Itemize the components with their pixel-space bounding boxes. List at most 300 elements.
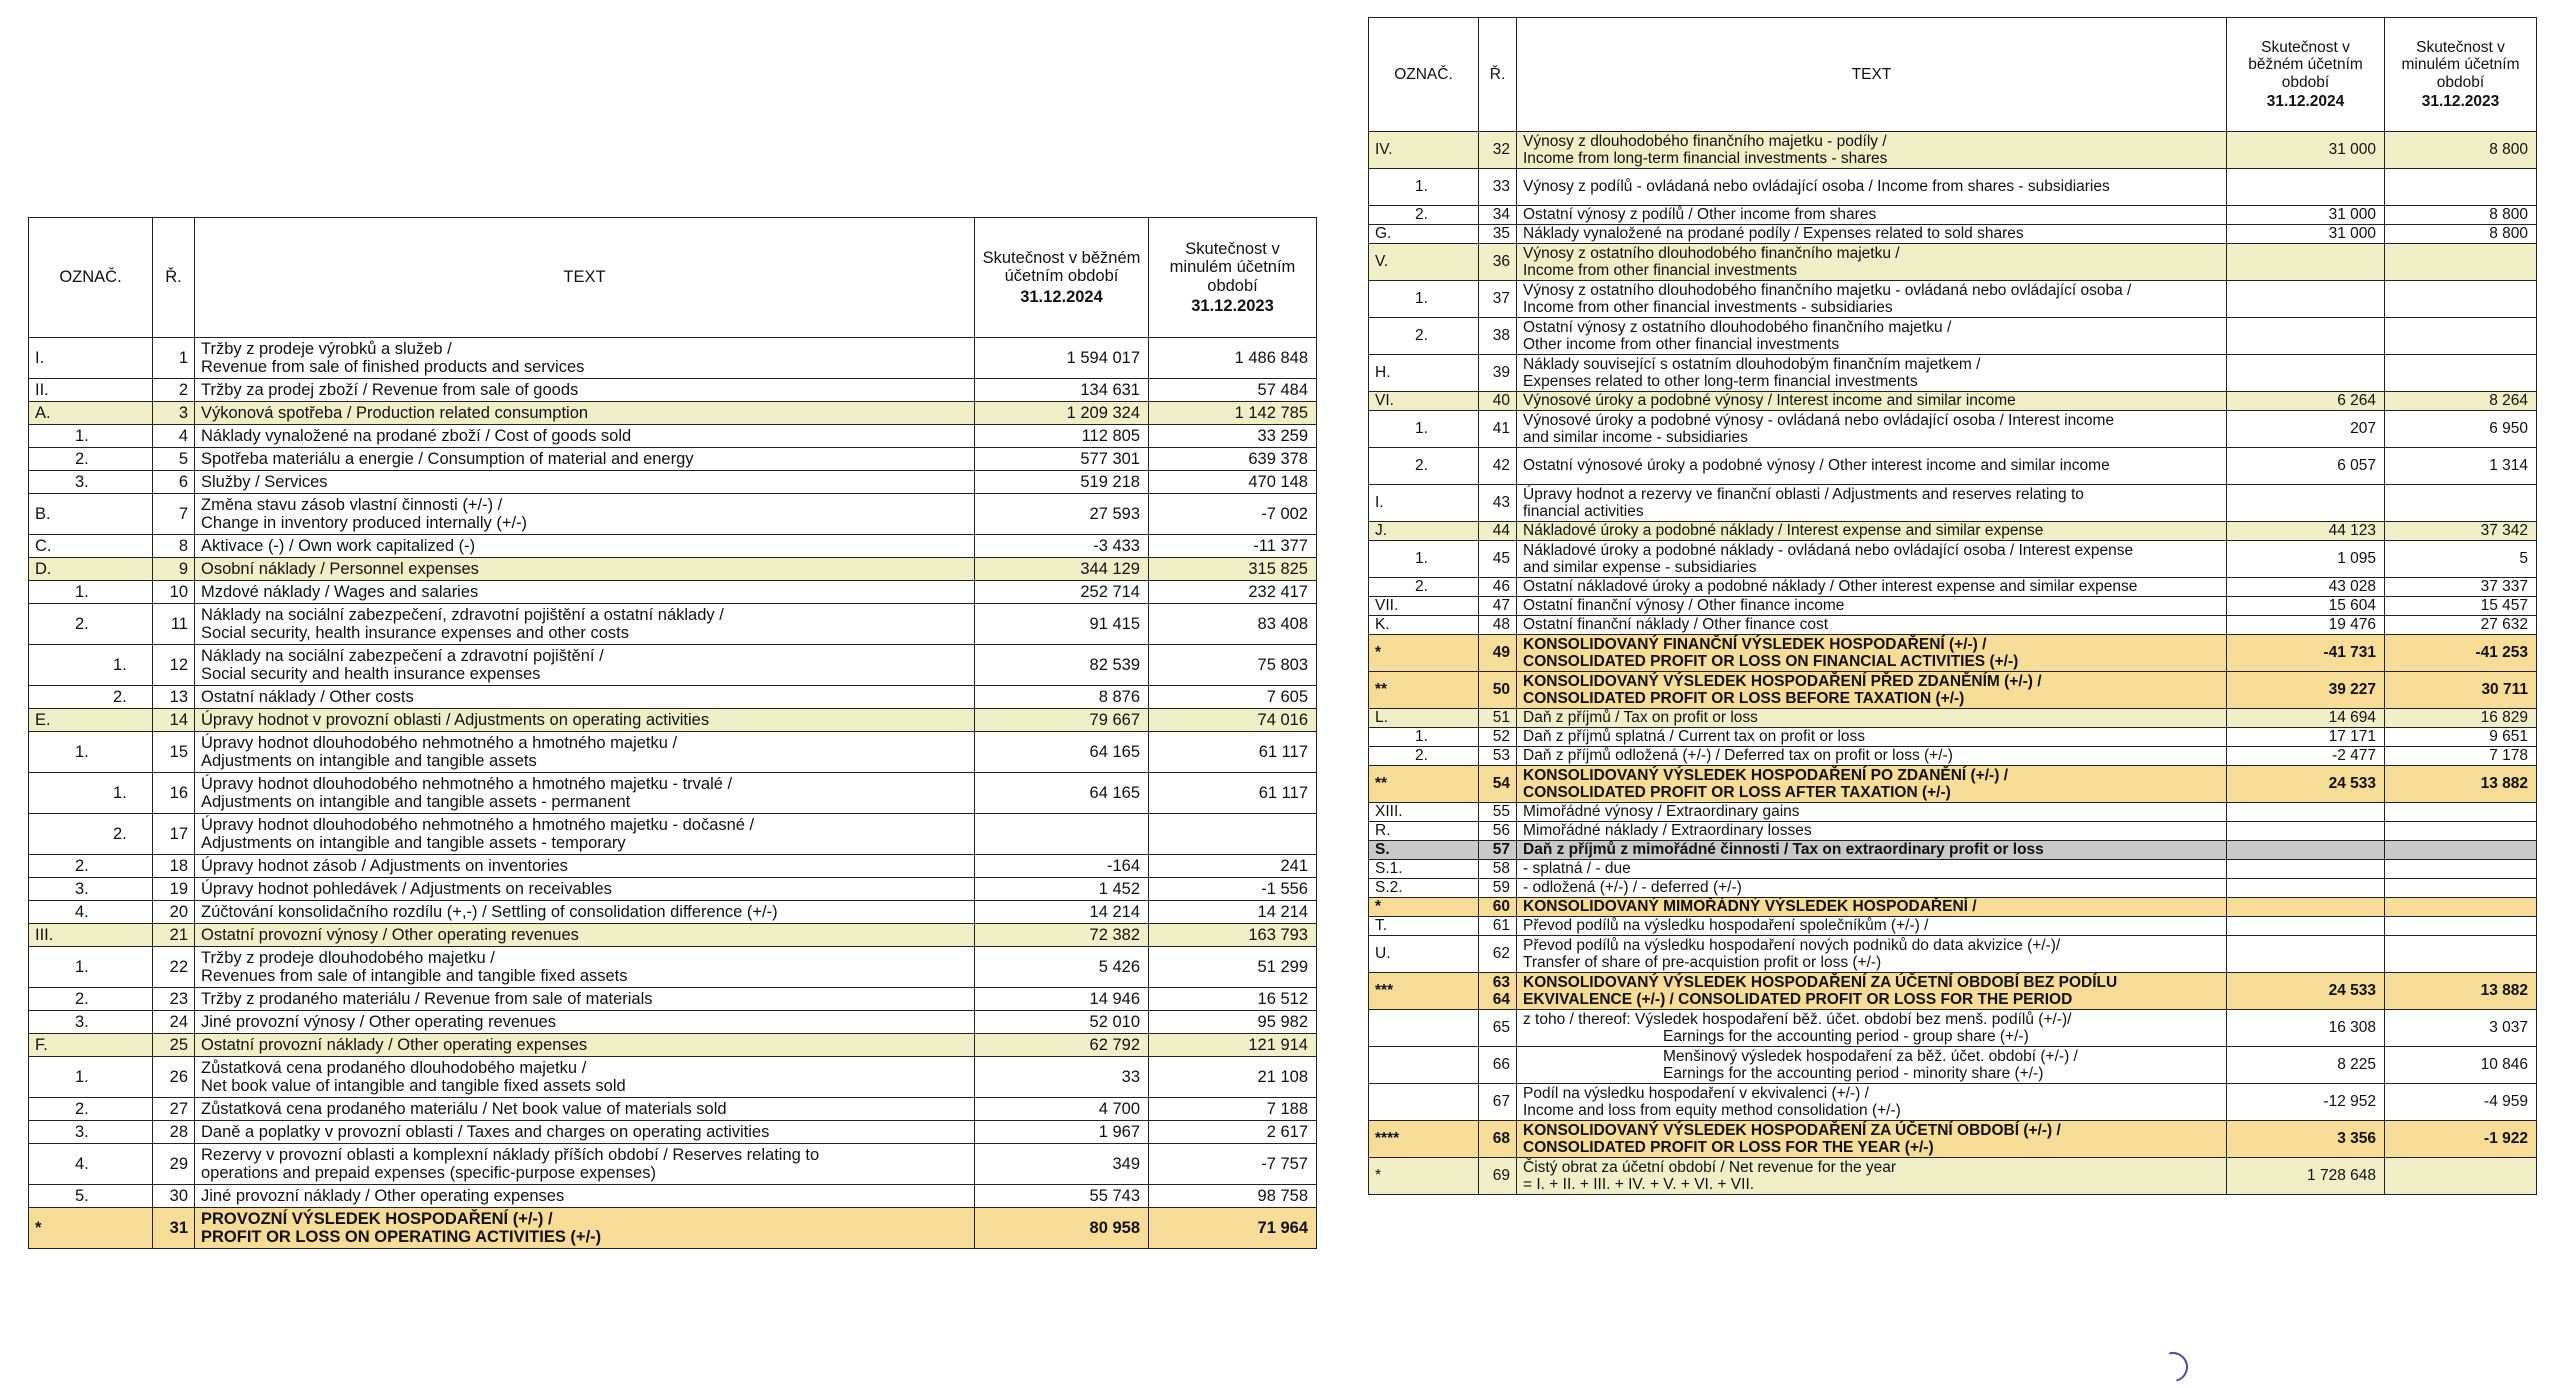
row-text (1517, 879, 2227, 898)
header-previous-date: 31.12.2023 (1191, 296, 1274, 315)
row-number: 20 (153, 901, 195, 924)
row-previous-value: 61 117 (1149, 773, 1317, 814)
row-number: 47 (1479, 597, 1517, 616)
row-text-line-1: Úpravy hodnot dlouhodobého nehmotného a hmotného majetku - trvalé / (201, 774, 733, 793)
table-row (29, 947, 1317, 988)
row-text-line-1: Výkonová spotřeba / Production related consumption (201, 403, 589, 422)
row-number: 15 (153, 732, 195, 773)
row-previous-value: 13 882 (2385, 766, 2537, 803)
row-previous-value: 74 016 (1149, 709, 1317, 732)
row-number: 49 (1479, 635, 1517, 672)
row-designation: 5. (29, 1185, 153, 1208)
row-text-line-1: KONSOLIDOVANÝ MIMOŘÁDNÝ VÝSLEDEK HOSPODAŘENÍ / (1523, 898, 1977, 916)
row-text-line-1: Převod podílů na výsledku hospodaření nových podniků do data akvizice (+/-)/ (1523, 936, 2061, 954)
row-current-value: 14 946 (975, 988, 1149, 1011)
row-previous-value: 1 314 (2385, 448, 2537, 485)
row-designation: S.1. (1369, 860, 1479, 879)
row-text-line-1: KONSOLIDOVANÝ VÝSLEDEK HOSPODAŘENÍ ZA ÚČETNÍ OBDOBÍ (+/-) / (1523, 1121, 2061, 1139)
row-text-line-2: Transfer of share of pre-acquistion profit or loss (+/-) (1523, 954, 1882, 971)
row-designation: D. (29, 558, 153, 581)
row-text (195, 604, 975, 645)
row-number: 43 (1479, 485, 1517, 522)
row-text-line-1: Úpravy hodnot v provozní oblasti / Adjustments on operating activities (201, 710, 710, 729)
row-number: 32 (1479, 132, 1517, 169)
row-designation: III. (29, 924, 153, 947)
row-text (1517, 597, 2227, 616)
row-text (1517, 616, 2227, 635)
row-text (195, 855, 975, 878)
header-previous-date: 31.12.2023 (2421, 92, 2500, 110)
row-designation: H. (1369, 355, 1479, 392)
row-text-line-1: - odložená (+/-) / - deferred (+/-) (1523, 879, 1742, 897)
row-designation: 1. (29, 645, 153, 686)
row-text (1517, 392, 2227, 411)
table-row (1369, 803, 2537, 822)
row-previous-value: 6 950 (2385, 411, 2537, 448)
row-text-line-1: Osobní náklady / Personnel expenses (201, 559, 479, 578)
row-current-value: 80 958 (975, 1208, 1149, 1249)
row-text-line-2: and similar expense - subsidiaries (1523, 559, 1757, 576)
row-current-value (2227, 898, 2385, 917)
row-previous-value (2385, 355, 2537, 392)
table-row (29, 1098, 1317, 1121)
header-current-date: 31.12.2024 (2266, 92, 2345, 110)
row-designation: 1. (29, 947, 153, 988)
row-text (1517, 318, 2227, 355)
row-current-value: 519 218 (975, 471, 1149, 494)
row-previous-value (2385, 318, 2537, 355)
row-previous-value: -11 377 (1149, 535, 1317, 558)
row-text-line-2: Expenses related to other long-term financial investments (1523, 373, 1918, 390)
table-row (29, 425, 1317, 448)
table-row (29, 379, 1317, 402)
row-current-value (2227, 169, 2385, 206)
row-number: 44 (1479, 522, 1517, 541)
row-text-line-1: Změna stavu zásob vlastní činnosti (+/-) / (201, 495, 503, 514)
row-current-value: 8 876 (975, 686, 1149, 709)
row-previous-value: -7 757 (1149, 1144, 1317, 1185)
row-text-line-1: Úpravy hodnot pohledávek / Adjustments on receivables (201, 879, 612, 898)
table-row (29, 855, 1317, 878)
row-number: 27 (153, 1098, 195, 1121)
row-previous-value: 3 037 (2385, 1010, 2537, 1047)
table-row (1369, 1121, 2537, 1158)
row-text (195, 425, 975, 448)
row-text-line-1: Tržby z prodeje výrobků a služeb / (201, 339, 452, 358)
header-previous-period (1149, 218, 1317, 338)
table-row (29, 773, 1317, 814)
row-text-line-2: CONSOLIDATED PROFIT OR LOSS FOR THE YEAR (+/-) (1523, 1139, 1934, 1156)
table-row (1369, 973, 2537, 1010)
header-text: TEXT (1517, 18, 2227, 132)
row-number: 41 (1479, 411, 1517, 448)
row-number: 16 (153, 773, 195, 814)
row-designation: L. (1369, 709, 1479, 728)
header-ozn: OZNAČ. (29, 218, 153, 338)
row-number: 31 (153, 1208, 195, 1249)
table-row (1369, 448, 2537, 485)
row-number: 35 (1479, 225, 1517, 244)
row-text (1517, 169, 2227, 206)
row-text-line-1: Zůstatková cena prodaného dlouhodobého majetku / (201, 1058, 587, 1077)
row-number: 56 (1479, 822, 1517, 841)
row-previous-value (2385, 169, 2537, 206)
row-number: 54 (1479, 766, 1517, 803)
row-number: 52 (1479, 728, 1517, 747)
row-text-line-1: Ostatní výnosy z ostatního dlouhodobého finančního majetku / (1523, 318, 1952, 336)
row-previous-value: 5 (2385, 541, 2537, 578)
table-row (29, 448, 1317, 471)
row-designation: G. (1369, 225, 1479, 244)
row-previous-value: 33 259 (1149, 425, 1317, 448)
row-previous-value: 61 117 (1149, 732, 1317, 773)
row-text (195, 1121, 975, 1144)
row-current-value: 3 356 (2227, 1121, 2385, 1158)
row-number: 17 (153, 814, 195, 855)
table-row (29, 732, 1317, 773)
row-current-value (2227, 355, 2385, 392)
header-current-label: Skutečnost v běžném účetním období (982, 248, 1141, 286)
row-text-line-1: Výnosy z ostatního dlouhodobého finančního majetku / (1523, 244, 1900, 262)
row-text-line-2: Social security, health insurance expenses and other costs (201, 624, 630, 642)
row-number: 6 (153, 471, 195, 494)
row-text (195, 1098, 975, 1121)
row-text (195, 1057, 975, 1098)
row-current-value: 134 631 (975, 379, 1149, 402)
row-number: 59 (1479, 879, 1517, 898)
row-designation: B. (29, 494, 153, 535)
row-number: 46 (1479, 578, 1517, 597)
row-text (195, 645, 975, 686)
row-text-line-1: Ostatní finanční náklady / Other finance cost (1523, 616, 1828, 634)
table-row (29, 558, 1317, 581)
row-text (195, 471, 975, 494)
pen-mark (2153, 1347, 2194, 1388)
table-row (29, 1034, 1317, 1057)
row-number: 5 (153, 448, 195, 471)
row-designation: K. (1369, 616, 1479, 635)
row-text-line-2: Adjustments on intangible and tangible assets - permanent (201, 793, 631, 811)
row-text-line-2: CONSOLIDATED PROFIT OR LOSS AFTER TAXATION (+/-) (1523, 784, 1951, 801)
row-text-line-2: PROFIT OR LOSS ON OPERATING ACTIVITIES (+/-) (201, 1228, 602, 1246)
header-r: Ř. (153, 218, 195, 338)
row-current-value: 55 743 (975, 1185, 1149, 1208)
row-number: 51 (1479, 709, 1517, 728)
header-text: TEXT (195, 218, 975, 338)
header-current-date: 31.12.2024 (1020, 287, 1103, 306)
row-number: 57 (1479, 841, 1517, 860)
row-text (195, 709, 975, 732)
row-previous-value: 7 178 (2385, 747, 2537, 766)
row-number: 37 (1479, 281, 1517, 318)
row-text-line-1: Aktivace (-) / Own work capitalized (-) (201, 536, 476, 555)
row-current-value: 6 057 (2227, 448, 2385, 485)
row-number: 45 (1479, 541, 1517, 578)
row-current-value: 19 476 (2227, 616, 2385, 635)
row-number: 69 (1479, 1158, 1517, 1195)
row-previous-value: 57 484 (1149, 379, 1317, 402)
row-text (1517, 448, 2227, 485)
row-text (1517, 917, 2227, 936)
row-current-value: 43 028 (2227, 578, 2385, 597)
row-designation: * (1369, 898, 1479, 917)
row-text (195, 1144, 975, 1185)
row-number: 28 (153, 1121, 195, 1144)
row-current-value: 1 452 (975, 878, 1149, 901)
row-designation: 2. (1369, 448, 1479, 485)
row-previous-value: 470 148 (1149, 471, 1317, 494)
row-current-value (2227, 244, 2385, 281)
row-designation: * (1369, 635, 1479, 672)
row-designation: E. (29, 709, 153, 732)
row-previous-value (1149, 814, 1317, 855)
row-number: 3 (153, 402, 195, 425)
row-text-line-1: Rezervy v provozní oblasti a komplexní náklady příších období / Reserves relating to (201, 1145, 820, 1164)
row-text-line-1: Tržby z prodaného materiálu / Revenue from sale of materials (201, 989, 653, 1008)
row-current-value (2227, 841, 2385, 860)
row-current-value: 344 129 (975, 558, 1149, 581)
row-current-value: 31 000 (2227, 206, 2385, 225)
row-designation: 2. (29, 686, 153, 709)
row-text (195, 1034, 975, 1057)
table-row (29, 1057, 1317, 1098)
row-number: 1 (153, 338, 195, 379)
row-text (195, 535, 975, 558)
row-previous-value: 1 142 785 (1149, 402, 1317, 425)
row-text-line-1: - splatná / - due (1523, 860, 1631, 878)
row-designation (1369, 1010, 1479, 1047)
row-text-line-2: Income and loss from equity method consolidation (+/-) (1523, 1102, 1901, 1119)
row-text-line-2: EKVIVALENCE (+/-) / CONSOLIDATED PROFIT OR LOSS FOR THE PERIOD (1523, 991, 2073, 1008)
row-text-line-2: and similar income - subsidiaries (1523, 429, 1748, 446)
income-statement-table-right (1368, 17, 2537, 1195)
row-number: 23 (153, 988, 195, 1011)
row-text-line-1: Úpravy hodnot a rezervy ve finanční oblasti / Adjustments and reserves relating to (1523, 485, 2084, 503)
table-header-row (29, 218, 1317, 338)
row-current-value: 52 010 (975, 1011, 1149, 1034)
row-previous-value: -7 002 (1149, 494, 1317, 535)
row-previous-value: 83 408 (1149, 604, 1317, 645)
row-text (195, 1208, 975, 1249)
row-text (1517, 973, 2227, 1010)
row-text (195, 947, 975, 988)
row-previous-value: -1 556 (1149, 878, 1317, 901)
row-text-line-1: Podíl na výsledku hospodaření v ekvivalenci (+/-) / (1523, 1084, 1869, 1102)
row-text-line-1: Daň z příjmů / Tax on profit or loss (1523, 709, 1758, 727)
header-previous-label: Skutečnost v minulém účetním období (2401, 38, 2520, 91)
row-designation: A. (29, 402, 153, 425)
row-current-value: 33 (975, 1057, 1149, 1098)
table-row (29, 494, 1317, 535)
row-text (195, 773, 975, 814)
row-previous-value: 8 800 (2385, 206, 2537, 225)
row-text-line-2: Adjustments on intangible and tangible assets (201, 752, 537, 770)
row-current-value: -164 (975, 855, 1149, 878)
row-previous-value: 37 342 (2385, 522, 2537, 541)
row-current-value: 31 000 (2227, 132, 2385, 169)
row-previous-value (2385, 879, 2537, 898)
table-row (29, 535, 1317, 558)
row-designation: T. (1369, 917, 1479, 936)
table-row (1369, 281, 2537, 318)
row-number: 55 (1479, 803, 1517, 822)
table-row (1369, 709, 2537, 728)
row-text (1517, 281, 2227, 318)
row-text-line-1: Jiné provozní náklady / Other operating expenses (201, 1186, 565, 1205)
row-designation: I. (1369, 485, 1479, 522)
table-row (29, 709, 1317, 732)
row-text-line-1: Menšinový výsledek hospodaření za běž. účet. období (+/-) / (1663, 1047, 2078, 1065)
row-designation: 1. (29, 732, 153, 773)
row-previous-value (2385, 917, 2537, 936)
row-current-value: 1 728 648 (2227, 1158, 2385, 1195)
table-row (1369, 485, 2537, 522)
row-text-line-1: Spotřeba materiálu a energie / Consumption of material and energy (201, 449, 694, 468)
table-row (1369, 392, 2537, 411)
row-number: 18 (153, 855, 195, 878)
row-number: 68 (1479, 1121, 1517, 1158)
row-designation: 2. (29, 988, 153, 1011)
row-current-value (2227, 936, 2385, 973)
row-designation: 1. (1369, 728, 1479, 747)
row-text-line-1: Úpravy hodnot dlouhodobého nehmotného a hmotného majetku / (201, 733, 678, 752)
row-current-value (2227, 860, 2385, 879)
row-current-value: 15 604 (2227, 597, 2385, 616)
table-row (29, 581, 1317, 604)
row-previous-value: 1 486 848 (1149, 338, 1317, 379)
header-current-period (2227, 18, 2385, 132)
row-text (195, 732, 975, 773)
row-designation: 1. (29, 425, 153, 448)
row-designation: XIII. (1369, 803, 1479, 822)
row-number: 12 (153, 645, 195, 686)
row-number: 8 (153, 535, 195, 558)
row-previous-value: -1 922 (2385, 1121, 2537, 1158)
table-row (1369, 169, 2537, 206)
row-current-value: 62 792 (975, 1034, 1149, 1057)
table-row (1369, 1158, 2537, 1195)
row-previous-value: 27 632 (2385, 616, 2537, 635)
row-designation: 2. (29, 855, 153, 878)
row-current-value: 8 225 (2227, 1047, 2385, 1084)
row-text (1517, 860, 2227, 879)
table-row (29, 924, 1317, 947)
row-text-line-1: Mimořádné náklady / Extraordinary losses (1523, 822, 1812, 840)
table-row (1369, 728, 2537, 747)
row-previous-value: 121 914 (1149, 1034, 1317, 1057)
row-designation (1369, 1047, 1479, 1084)
table-header-row (1369, 18, 2537, 132)
row-designation: 3. (29, 1011, 153, 1034)
row-text (1517, 747, 2227, 766)
row-number: 42 (1479, 448, 1517, 485)
row-text-line-2: Earnings for the accounting period - group share (+/-) (1663, 1028, 2029, 1045)
row-previous-value (2385, 841, 2537, 860)
row-text (195, 686, 975, 709)
row-text-line-1: Daň z příjmů splatná / Current tax on profit or loss (1523, 728, 1866, 746)
row-text (1517, 728, 2227, 747)
row-current-value: 1 209 324 (975, 402, 1149, 425)
row-current-value: 14 214 (975, 901, 1149, 924)
row-previous-value (2385, 244, 2537, 281)
row-designation: 3. (29, 1121, 153, 1144)
row-current-value: 1 967 (975, 1121, 1149, 1144)
table-row (1369, 747, 2537, 766)
row-text-line-1: Výnosové úroky a podobné výnosy / Interest income and similar income (1523, 392, 2016, 410)
row-text (1517, 132, 2227, 169)
row-text (1517, 898, 2227, 917)
row-current-value: 207 (2227, 411, 2385, 448)
row-text (195, 1011, 975, 1034)
row-text-line-1: Mimořádné výnosy / Extraordinary gains (1523, 803, 1800, 821)
row-current-value: 112 805 (975, 425, 1149, 448)
row-designation: 3. (29, 471, 153, 494)
header-current-label: Skutečnost v běžném účetním období (2248, 38, 2363, 91)
row-text-line-2: Other income from other financial investments (1523, 336, 1840, 353)
header-previous-label: Skutečnost v minulém účetním období (1169, 239, 1296, 295)
table-row (1369, 860, 2537, 879)
row-designation: 2. (29, 1098, 153, 1121)
row-current-value (2227, 281, 2385, 318)
row-text-line-1: z toho / thereof: Výsledek hospodaření běž. účet. období bez menš. podílů (+/-)/ (1523, 1010, 2072, 1028)
row-text-line-2: operations and prepaid expenses (specific-purpose expenses) (201, 1164, 656, 1182)
row-text (195, 379, 975, 402)
row-text-line-1: PROVOZNÍ VÝSLEDEK HOSPODAŘENÍ (+/-) / (201, 1209, 553, 1228)
row-text (195, 338, 975, 379)
row-text-line-1: Výnosy z dlouhodobého finančního majetku - podíly / (1523, 132, 1887, 150)
row-text-line-1: Náklady vynaložené na prodané zboží / Cost of goods sold (201, 426, 632, 445)
row-current-value: 91 415 (975, 604, 1149, 645)
table-row (29, 1185, 1317, 1208)
row-previous-value: 14 214 (1149, 901, 1317, 924)
row-designation: **** (1369, 1121, 1479, 1158)
row-current-value: 4 700 (975, 1098, 1149, 1121)
row-text-line-1: Ostatní náklady / Other costs (201, 687, 414, 706)
row-text (1517, 1010, 2227, 1047)
row-text-line-1: Daň z příjmů z mimořádné činnosti / Tax on extraordinary profit or loss (1523, 841, 2044, 859)
row-previous-value: 30 711 (2385, 672, 2537, 709)
row-text-line-1: Služby / Services (201, 472, 328, 491)
row-previous-value: 51 299 (1149, 947, 1317, 988)
table-row (29, 814, 1317, 855)
row-text (1517, 485, 2227, 522)
row-previous-value (2385, 1158, 2537, 1195)
row-number: 10 (153, 581, 195, 604)
header-current-period (975, 218, 1149, 338)
row-previous-value (2385, 803, 2537, 822)
header-ozn: OZNAČ. (1369, 18, 1479, 132)
row-designation: I. (29, 338, 153, 379)
row-current-value (2227, 917, 2385, 936)
row-current-value: 6 264 (2227, 392, 2385, 411)
row-text-line-1: Ostatní provozní náklady / Other operating expenses (201, 1035, 588, 1054)
row-text (1517, 672, 2227, 709)
table-row (29, 988, 1317, 1011)
row-text (1517, 822, 2227, 841)
table-row (1369, 917, 2537, 936)
row-number: 50 (1479, 672, 1517, 709)
row-number: 38 (1479, 318, 1517, 355)
row-text-line-2: Change in inventory produced internally (+/-) (201, 514, 528, 532)
row-text (195, 558, 975, 581)
row-text-line-1: KONSOLIDOVANÝ FINANČNÍ VÝSLEDEK HOSPODAŘENÍ (+/-) / (1523, 635, 1987, 653)
row-current-value: 14 694 (2227, 709, 2385, 728)
row-text (1517, 709, 2227, 728)
row-text (1517, 206, 2227, 225)
row-previous-value: 15 457 (2385, 597, 2537, 616)
income-statement-table-left (28, 217, 1317, 1249)
row-current-value (2227, 879, 2385, 898)
